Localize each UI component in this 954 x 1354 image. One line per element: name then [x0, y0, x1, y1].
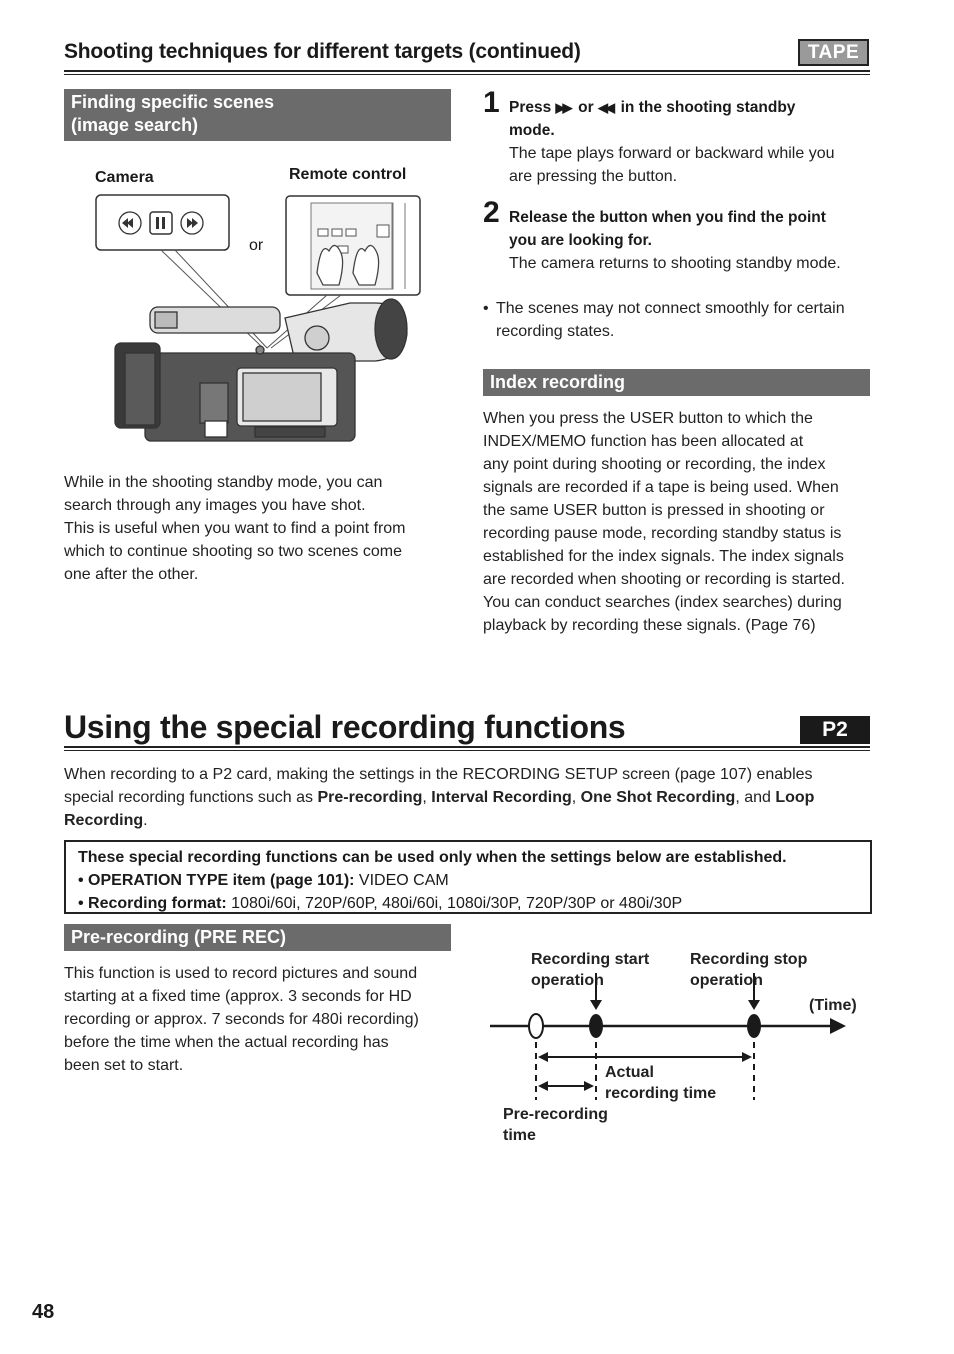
section-heading: Shooting techniques for different targets (continued) — [64, 40, 581, 63]
title-rule — [64, 746, 870, 748]
pre-recording-heading: Pre-recording (PRE REC) — [64, 924, 451, 951]
image-search-heading-line2: (image search) — [71, 115, 199, 135]
index-recording-paragraph — [483, 407, 878, 637]
prerec-line: recording or approx. 7 seconds for 480i recording) — [64, 1011, 419, 1028]
special-intro: When recording to a P2 card, making the settings in the RECORDING SETUP screen (page 107) enables special recording functions such as Pre-recording, Interval Recording, One Shot Recording, and Loop Recording. — [64, 766, 815, 829]
prerec-line: been set to start. — [64, 1057, 184, 1074]
recording-start-label: Recording start operation — [531, 951, 650, 989]
step-1-instruction-cont: mode. — [509, 122, 555, 139]
index-line: signals are recorded if a tape is being used. When — [483, 479, 839, 496]
step-2-text: The camera returns to shooting standby mode. — [509, 255, 841, 272]
fast-forward-icon: ▶▶ — [555, 100, 570, 115]
requirement-recording-format: • Recording format: 1080i/60i, 720P/60P, 480i/60i, 1080i/30P, 720P/30P or 480i/30P — [78, 895, 683, 912]
pause-button-icon — [150, 212, 172, 234]
heading-rule-thin — [64, 74, 870, 75]
tape-badge: TAPE — [798, 39, 869, 66]
camcorder-illustration — [95, 193, 425, 448]
step-1-number: 1 — [483, 86, 500, 119]
step-1-text: are pressing the button. — [509, 168, 678, 185]
prerec-line: starting at a fixed time (approx. 3 seconds for HD — [64, 988, 412, 1005]
step-2-instruction: Release the button when you find the point — [509, 209, 826, 226]
step-1 — [509, 96, 869, 188]
step-1-instruction: Press ▶▶ or ◀◀ in the shooting standby — [509, 99, 796, 116]
time-label: (Time) — [809, 997, 857, 1014]
prerec-line: This function is used to record pictures and sound — [64, 965, 418, 982]
requirement-operation-type: • OPERATION TYPE item (page 101): VIDEO CAM — [78, 872, 449, 889]
index-line: any point during shooting or recording, the index — [483, 456, 826, 473]
fast-forward-button-icon — [181, 212, 203, 234]
index-line: INDEX/MEMO function has been allocated at — [483, 433, 804, 450]
index-line: established for the index signals. The index signals — [483, 548, 844, 565]
rewind-button-icon — [119, 212, 141, 234]
note-bullet: • — [483, 300, 489, 317]
image-search-line: This is useful when you want to find a point from — [64, 520, 406, 537]
p2-badge: P2 — [800, 716, 870, 744]
heading-rule — [64, 70, 870, 72]
pre-recording-start-marker — [529, 1014, 543, 1038]
step-2-instruction-cont: you are looking for. — [509, 232, 652, 249]
title-rule-thin — [64, 750, 870, 751]
image-search-line: search through any images you have shot. — [64, 497, 366, 514]
image-search-heading-line1: Finding specific scenes — [71, 92, 275, 112]
pre-recording-paragraph — [64, 962, 459, 1077]
recording-start-marker — [589, 1014, 603, 1038]
index-line: the same USER button is pressed in shooting or — [483, 502, 825, 519]
image-search-line: While in the shooting standby mode, you can — [64, 474, 383, 491]
image-search-line: which to continue shooting so two scenes come — [64, 543, 402, 560]
rewind-icon: ◀◀ — [597, 100, 612, 115]
index-line: are recorded when shooting or recording is started. — [483, 571, 845, 588]
pre-recording-time-label: Pre-recording time — [503, 1106, 608, 1144]
step-1-text: The tape plays forward or backward while you — [509, 145, 835, 162]
image-search-paragraph — [64, 471, 454, 586]
camera-label: Camera — [95, 169, 154, 186]
camcorder-body — [115, 299, 407, 441]
note-text: The scenes may not connect smoothly for certain recording states. — [496, 300, 845, 340]
actual-recording-time-label: Actual recording time — [605, 1064, 717, 1102]
requirements-box — [64, 840, 872, 914]
step-2-number: 2 — [483, 196, 500, 229]
index-recording-heading: Index recording — [483, 369, 870, 396]
index-line: recording pause mode, recording standby status is — [483, 525, 842, 542]
page-number: 48 — [32, 1301, 55, 1323]
pre-recording-timeline — [488, 970, 850, 1105]
or-label: or — [249, 237, 264, 254]
image-search-line: one after the other. — [64, 566, 199, 583]
recording-stop-marker — [747, 1014, 761, 1038]
index-line: When you press the USER button to which the — [483, 410, 813, 427]
index-line: You can conduct searches (index searches) during — [483, 594, 842, 611]
recording-stop-label: Recording stop operation — [690, 951, 808, 989]
index-line: playback by recording these signals. (Page 76) — [483, 617, 816, 634]
prerec-line: before the time when the actual recording has — [64, 1034, 389, 1051]
page-title: Using the special recording functions — [64, 709, 626, 745]
requirements-heading: These special recording functions can be used only when the settings below are established. — [78, 849, 787, 866]
step-2 — [509, 206, 869, 275]
remote-control-label: Remote control — [289, 166, 407, 183]
image-search-heading — [64, 89, 451, 141]
